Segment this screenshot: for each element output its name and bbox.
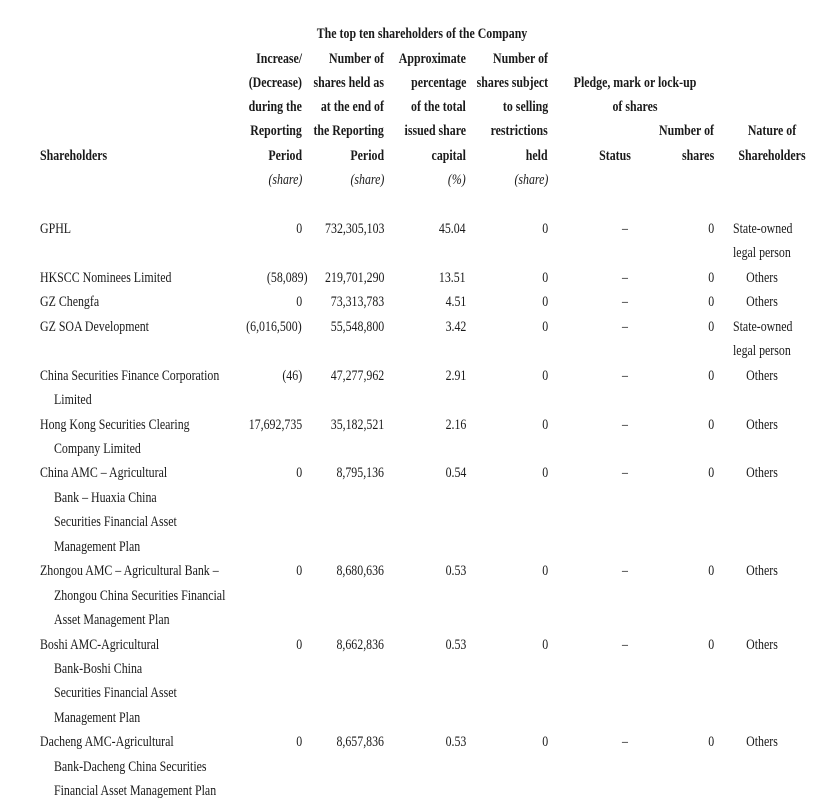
- row-increase: (6,016,500): [246, 319, 302, 335]
- row-restricted: 0: [542, 417, 548, 433]
- row-pledged: 0: [708, 221, 714, 237]
- row-status: –: [622, 734, 628, 750]
- row-shares: 55,548,800: [330, 319, 384, 335]
- row-restricted: 0: [542, 270, 548, 286]
- col-header-increase-4: Reporting: [250, 123, 302, 139]
- row-status: –: [622, 417, 628, 433]
- col-header-restr-2: shares subject: [476, 75, 548, 91]
- row-nature-line: Others: [746, 417, 778, 433]
- row-shares: 8,680,636: [336, 563, 384, 579]
- row-name-line: Limited: [54, 392, 92, 408]
- col-header-increase-3: during the: [248, 99, 302, 115]
- row-shares: 47,277,962: [330, 368, 384, 384]
- row-pct: 0.53: [445, 734, 466, 750]
- row-name-line: Management Plan: [54, 539, 141, 555]
- col-header-increase-1: Increase/: [255, 51, 302, 67]
- row-name-line: Securities Financial Asset: [54, 685, 177, 701]
- row-restricted: 0: [542, 221, 548, 237]
- row-pledged: 0: [708, 368, 714, 384]
- row-name-line: Asset Management Plan: [54, 612, 170, 628]
- row-shares: 219,701,290: [324, 270, 384, 286]
- row-status: –: [622, 563, 628, 579]
- row-increase: 0: [296, 221, 302, 237]
- col-header-status: Status: [599, 148, 631, 164]
- row-pledged: 0: [708, 465, 714, 481]
- row-status: –: [622, 465, 628, 481]
- row-increase: 0: [296, 637, 302, 653]
- row-restricted: 0: [542, 368, 548, 384]
- row-nature-line: Others: [746, 294, 778, 310]
- row-name-line: Company Limited: [54, 441, 141, 457]
- col-header-shares-unit: (share): [350, 172, 384, 188]
- row-shares: 8,657,836: [336, 734, 384, 750]
- col-header-pct-5: capital: [431, 148, 466, 164]
- row-pledged: 0: [708, 563, 714, 579]
- row-nature-line: Others: [746, 637, 778, 653]
- row-nature-line: Others: [746, 270, 778, 286]
- col-header-pct-2: percentage: [410, 75, 466, 91]
- row-name-line: Financial Asset Management Plan: [54, 783, 217, 799]
- row-pledged: 0: [708, 734, 714, 750]
- col-header-restr-3: to selling: [502, 99, 548, 115]
- row-restricted: 0: [542, 319, 548, 335]
- row-status: –: [622, 368, 628, 384]
- row-shares: 35,182,521: [330, 417, 384, 433]
- row-pledged: 0: [708, 417, 714, 433]
- pledge-header-1: Pledge, mark or lock-up: [573, 75, 697, 91]
- row-increase: 17,692,735: [248, 417, 302, 433]
- row-name-line: HKSCC Nominees Limited: [40, 270, 172, 286]
- col-header-shareholders: Shareholders: [40, 148, 108, 164]
- row-pct: 0.53: [445, 637, 466, 653]
- row-restricted: 0: [542, 734, 548, 750]
- row-name-line: China Securities Finance Corporation: [40, 368, 220, 384]
- col-header-increase-unit: (share): [268, 172, 302, 188]
- col-header-increase-5: Period: [268, 148, 302, 164]
- row-status: –: [622, 294, 628, 310]
- row-nature-line: Others: [746, 465, 778, 481]
- row-pct: 2.16: [445, 417, 466, 433]
- col-header-nature-1: Nature of: [747, 123, 797, 139]
- row-status: –: [622, 221, 628, 237]
- col-header-shares-3: at the end of: [320, 99, 384, 115]
- col-header-nature-2: Shareholders: [738, 148, 806, 164]
- col-header-increase-2: (Decrease): [248, 75, 302, 91]
- row-pct: 2.91: [445, 368, 466, 384]
- row-restricted: 0: [542, 637, 548, 653]
- row-name-line: Bank-Boshi China: [54, 661, 143, 677]
- row-increase: (58,089): [267, 270, 308, 286]
- row-increase: 0: [296, 465, 302, 481]
- row-name-line: Zhongou AMC – Agricultural Bank –: [40, 563, 219, 579]
- row-restricted: 0: [542, 563, 548, 579]
- row-shares: 73,313,783: [330, 294, 384, 310]
- pledge-header-2: of shares: [612, 99, 658, 115]
- row-name-line: Hong Kong Securities Clearing: [40, 417, 190, 433]
- row-pct: 13.51: [439, 270, 466, 286]
- row-name-line: Securities Financial Asset: [54, 514, 177, 530]
- row-nature-line: State-owned: [733, 319, 793, 335]
- row-increase: 0: [296, 563, 302, 579]
- group-header: The top ten shareholders of the Company: [316, 26, 528, 42]
- row-pct: 4.51: [445, 294, 466, 310]
- row-pct: 0.53: [445, 563, 466, 579]
- row-increase: 0: [296, 734, 302, 750]
- row-increase: 0: [296, 294, 302, 310]
- row-nature-line: Others: [746, 563, 778, 579]
- col-header-restr-1: Number of: [493, 51, 548, 67]
- row-name-line: GZ Chengfa: [40, 294, 100, 310]
- row-pledged: 0: [708, 637, 714, 653]
- row-nature-line: legal person: [733, 343, 791, 359]
- row-pct: 45.04: [439, 221, 466, 237]
- row-shares: 8,795,136: [336, 465, 384, 481]
- col-header-pledged-2: shares: [681, 148, 714, 164]
- row-restricted: 0: [542, 294, 548, 310]
- row-pct: 3.42: [445, 319, 466, 335]
- row-pledged: 0: [708, 294, 714, 310]
- col-header-pct-3: of the total: [411, 99, 466, 115]
- col-header-restr-unit: (share): [514, 172, 548, 188]
- col-header-shares-4: the Reporting: [313, 123, 384, 139]
- row-name-line: Management Plan: [54, 710, 141, 726]
- row-name-line: GPHL: [40, 221, 72, 237]
- row-pct: 0.54: [445, 465, 466, 481]
- col-header-restr-4: restrictions: [490, 123, 548, 139]
- col-header-pct-4: issued share: [404, 123, 466, 139]
- row-nature-line: legal person: [733, 245, 791, 261]
- row-nature-line: Others: [746, 368, 778, 384]
- row-name-line: Dacheng AMC-Agricultural: [40, 734, 174, 750]
- row-name-line: Bank-Dacheng China Securities: [54, 759, 207, 775]
- col-header-pct-1: Approximate: [398, 51, 466, 67]
- row-name-line: Bank – Huaxia China: [54, 490, 157, 506]
- col-header-shares-1: Number of: [329, 51, 384, 67]
- row-name-line: GZ SOA Development: [40, 319, 149, 335]
- col-header-shares-5: Period: [350, 148, 384, 164]
- row-status: –: [622, 319, 628, 335]
- row-shares: 8,662,836: [336, 637, 384, 653]
- col-header-restr-5: held: [526, 148, 548, 164]
- row-name-line: Zhongou China Securities Financial: [54, 588, 226, 604]
- row-nature-line: State-owned: [733, 221, 793, 237]
- row-restricted: 0: [542, 465, 548, 481]
- row-nature-line: Others: [746, 734, 778, 750]
- row-name-line: China AMC – Agricultural: [40, 465, 168, 481]
- row-pledged: 0: [708, 270, 714, 286]
- col-header-pledged-1: Number of: [659, 123, 714, 139]
- row-status: –: [622, 637, 628, 653]
- col-header-pct-unit: (%): [448, 172, 466, 188]
- col-header-shares-2: shares held as: [313, 75, 384, 91]
- row-increase: (46): [282, 368, 302, 384]
- row-status: –: [622, 270, 628, 286]
- row-shares: 732,305,103: [324, 221, 384, 237]
- row-name-line: Boshi AMC-Agricultural: [40, 637, 160, 653]
- row-pledged: 0: [708, 319, 714, 335]
